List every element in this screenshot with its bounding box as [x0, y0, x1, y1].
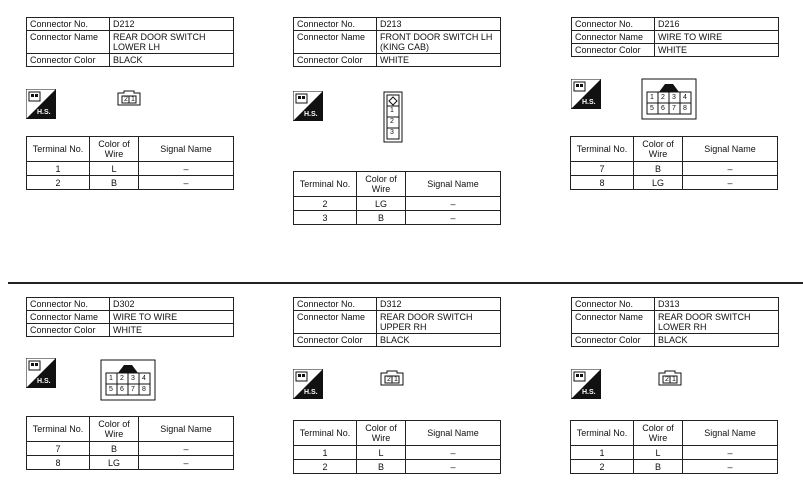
wire-cell: B — [634, 162, 683, 176]
connector-color-label: Connector Color — [572, 334, 655, 347]
pin-label: 1 — [390, 107, 394, 114]
pin-label: 5 — [650, 105, 654, 112]
terminal-block-d212 — [26, 136, 234, 190]
connector-block-d312 — [293, 297, 501, 347]
connector-no-label: Connector No. — [572, 18, 655, 31]
connector-no-value: D313 — [655, 298, 779, 311]
wire-cell: B — [357, 211, 406, 225]
pin-label: 2 — [124, 96, 128, 103]
signal-cell: – — [683, 176, 778, 190]
connector-no-value: D213 — [377, 18, 501, 31]
terminal-block-d213 — [293, 171, 501, 225]
connector-name-label: Connector Name — [572, 31, 655, 44]
col-signal-name: Signal Name — [683, 137, 778, 162]
hs-label: H.S. — [304, 111, 318, 118]
signal-cell: – — [406, 211, 501, 225]
pin-label: 4 — [683, 94, 687, 101]
connector-face-d216 — [641, 78, 697, 125]
table-row — [27, 176, 234, 190]
wire-cell: B — [90, 442, 139, 456]
terminal-block-d302 — [26, 416, 234, 470]
pin-label: 5 — [109, 386, 113, 393]
connector-name-value: REAR DOOR SWITCH LOWER LH — [110, 31, 234, 54]
connector-name-label: Connector Name — [27, 31, 110, 54]
table-row — [571, 460, 778, 474]
wire-cell: B — [357, 460, 406, 474]
harness-side-icon — [571, 79, 601, 109]
connector-face-d313 — [658, 370, 682, 391]
connector-info-table — [26, 17, 234, 67]
connector-name-label: Connector Name — [294, 311, 377, 334]
col-signal-name: Signal Name — [139, 137, 234, 162]
connector-color-value: WHITE — [377, 54, 501, 67]
connector-info-table — [293, 297, 501, 347]
connector-color-label: Connector Color — [572, 44, 655, 57]
signal-cell: – — [139, 456, 234, 470]
terminal-cell: 2 — [294, 460, 357, 474]
pin-label: 6 — [120, 386, 124, 393]
table-header-row — [294, 421, 501, 446]
wire-cell: L — [90, 162, 139, 176]
col-color-of-wire: Color of Wire — [634, 421, 683, 446]
pin-label: 1 — [109, 375, 113, 382]
terminal-cell: 7 — [571, 162, 634, 176]
hs-label: H.S. — [304, 389, 318, 396]
hs-label: H.S. — [37, 109, 51, 116]
table-row — [571, 446, 778, 460]
wire-cell: LG — [357, 197, 406, 211]
col-color-of-wire: Color of Wire — [90, 417, 139, 442]
table-row — [571, 176, 778, 190]
connector-color-label: Connector Color — [27, 54, 110, 67]
terminal-cell: 2 — [27, 176, 90, 190]
pin-label: 7 — [131, 386, 135, 393]
pin-label: 2 — [387, 376, 391, 383]
pin-label: 8 — [683, 105, 687, 112]
connector-info-table — [26, 297, 234, 337]
table-row — [27, 456, 234, 470]
terminal-table — [570, 136, 778, 190]
connector-no-label: Connector No. — [572, 298, 655, 311]
pin-label: 3 — [131, 375, 135, 382]
connector-block-d216 — [571, 17, 779, 57]
section-divider — [8, 282, 803, 284]
terminal-block-d313 — [570, 420, 778, 474]
col-terminal-no: Terminal No. — [27, 137, 90, 162]
col-terminal-no: Terminal No. — [571, 421, 634, 446]
connector-face-d212 — [117, 90, 141, 111]
col-terminal-no: Terminal No. — [294, 172, 357, 197]
table-header-row — [571, 137, 778, 162]
connector-color-label: Connector Color — [294, 334, 377, 347]
table-header-row — [294, 172, 501, 197]
hs-label: H.S. — [37, 378, 51, 385]
connector-no-value: D312 — [377, 298, 501, 311]
connector-name-value: WIRE TO WIRE — [655, 31, 779, 44]
connector-name-label: Connector Name — [572, 311, 655, 334]
table-row — [27, 442, 234, 456]
col-signal-name: Signal Name — [683, 421, 778, 446]
terminal-cell: 8 — [571, 176, 634, 190]
pin-label: 2 — [120, 375, 124, 382]
col-color-of-wire: Color of Wire — [634, 137, 683, 162]
connector-block-d212 — [26, 17, 234, 67]
signal-cell: – — [406, 446, 501, 460]
connector-no-label: Connector No. — [294, 18, 377, 31]
connector-no-value: D216 — [655, 18, 779, 31]
signal-cell: – — [139, 442, 234, 456]
wire-cell: LG — [90, 456, 139, 470]
terminal-table — [570, 420, 778, 474]
pin-label: 8 — [142, 386, 146, 393]
table-row — [294, 211, 501, 225]
wire-cell: L — [634, 446, 683, 460]
pin-label: 3 — [672, 94, 676, 101]
connector-name-value: REAR DOOR SWITCH LOWER RH — [655, 311, 779, 334]
terminal-cell: 2 — [571, 460, 634, 474]
connector-color-value: BLACK — [655, 334, 779, 347]
signal-cell: – — [683, 162, 778, 176]
connector-no-label: Connector No. — [27, 18, 110, 31]
pin-label: 2 — [665, 376, 669, 383]
connector-name-value: FRONT DOOR SWITCH LH (KING CAB) — [377, 31, 501, 54]
signal-cell: – — [683, 446, 778, 460]
col-signal-name: Signal Name — [406, 421, 501, 446]
wire-cell: LG — [634, 176, 683, 190]
connector-face-d302 — [100, 359, 156, 406]
connector-name-value: REAR DOOR SWITCH UPPER RH — [377, 311, 501, 334]
connector-face-d312 — [380, 370, 404, 391]
signal-cell: – — [406, 197, 501, 211]
connector-color-value: WHITE — [655, 44, 779, 57]
harness-side-icon — [571, 369, 601, 399]
connector-block-d313 — [571, 297, 779, 347]
col-signal-name: Signal Name — [406, 172, 501, 197]
connector-color-value: BLACK — [377, 334, 501, 347]
pin-label: 1 — [131, 96, 135, 103]
pin-label: 2 — [661, 94, 665, 101]
table-row — [27, 162, 234, 176]
connector-color-value: BLACK — [110, 54, 234, 67]
terminal-table — [26, 416, 234, 470]
pin-label: 7 — [672, 105, 676, 112]
pin-label: 1 — [394, 376, 398, 383]
table-header-row — [571, 421, 778, 446]
connector-info-table — [571, 17, 779, 57]
connector-no-value: D302 — [110, 298, 234, 311]
col-color-of-wire: Color of Wire — [357, 421, 406, 446]
connector-color-label: Connector Color — [294, 54, 377, 67]
col-terminal-no: Terminal No. — [27, 417, 90, 442]
col-terminal-no: Terminal No. — [294, 421, 357, 446]
terminal-cell: 1 — [571, 446, 634, 460]
signal-cell: – — [139, 162, 234, 176]
pin-label: 6 — [661, 105, 665, 112]
hs-label: H.S. — [582, 99, 596, 106]
signal-cell: – — [406, 460, 501, 474]
pin-label: 2 — [390, 118, 394, 125]
table-row — [294, 446, 501, 460]
connector-block-d302 — [26, 297, 234, 337]
signal-cell: – — [683, 460, 778, 474]
col-signal-name: Signal Name — [139, 417, 234, 442]
pin-label: 4 — [142, 375, 146, 382]
connector-color-label: Connector Color — [27, 324, 110, 337]
connector-name-value: WIRE TO WIRE — [110, 311, 234, 324]
col-color-of-wire: Color of Wire — [357, 172, 406, 197]
connector-no-label: Connector No. — [294, 298, 377, 311]
wire-cell: L — [357, 446, 406, 460]
harness-side-icon — [26, 89, 56, 119]
connector-name-label: Connector Name — [27, 311, 110, 324]
signal-cell: – — [139, 176, 234, 190]
table-row — [571, 162, 778, 176]
connector-color-value: WHITE — [110, 324, 234, 337]
terminal-cell: 2 — [294, 197, 357, 211]
connector-face-d213 — [383, 91, 403, 148]
table-header-row — [27, 417, 234, 442]
terminal-cell: 7 — [27, 442, 90, 456]
wire-cell: B — [634, 460, 683, 474]
terminal-table — [293, 420, 501, 474]
pin-label: 1 — [672, 376, 676, 383]
terminal-block-d216 — [570, 136, 778, 190]
connector-info-table — [571, 297, 779, 347]
table-row — [294, 197, 501, 211]
harness-side-icon — [293, 91, 323, 121]
hs-label: H.S. — [582, 389, 596, 396]
terminal-cell: 8 — [27, 456, 90, 470]
col-color-of-wire: Color of Wire — [90, 137, 139, 162]
table-header-row — [27, 137, 234, 162]
pin-label: 3 — [390, 129, 394, 136]
connector-info-table — [293, 17, 501, 67]
harness-side-icon — [26, 358, 56, 388]
terminal-table — [293, 171, 501, 225]
wire-cell: B — [90, 176, 139, 190]
terminal-cell: 1 — [294, 446, 357, 460]
col-terminal-no: Terminal No. — [571, 137, 634, 162]
pin-label: 1 — [650, 94, 654, 101]
table-row — [294, 460, 501, 474]
terminal-table — [26, 136, 234, 190]
harness-side-icon — [293, 369, 323, 399]
connector-no-label: Connector No. — [27, 298, 110, 311]
connector-name-label: Connector Name — [294, 31, 377, 54]
terminal-block-d312 — [293, 420, 501, 474]
terminal-cell: 3 — [294, 211, 357, 225]
connector-block-d213 — [293, 17, 501, 67]
connector-no-value: D212 — [110, 18, 234, 31]
terminal-cell: 1 — [27, 162, 90, 176]
